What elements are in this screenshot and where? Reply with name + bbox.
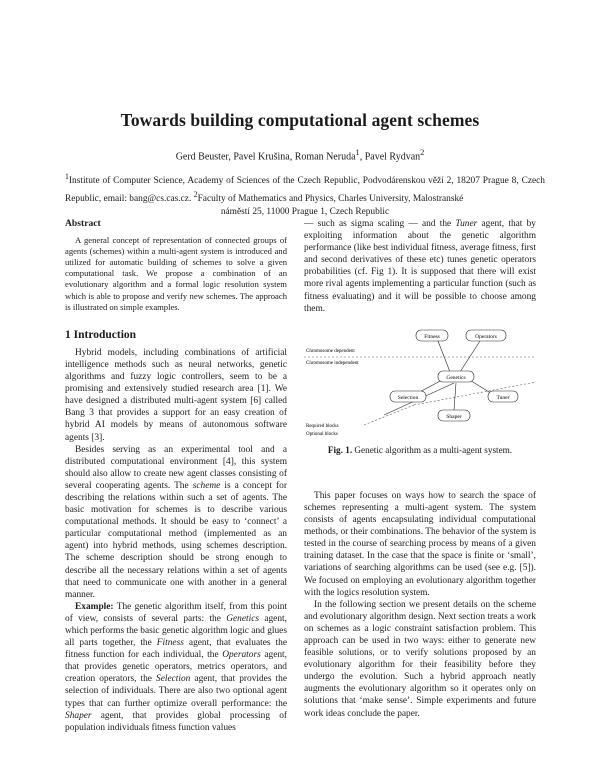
continued-paragraph <box>304 218 536 315</box>
node-fitness: Fitness <box>424 333 440 340</box>
emphasis: Tuner <box>455 219 478 229</box>
author-list <box>0 148 600 162</box>
affiliations <box>65 170 545 219</box>
text-run: agent, which performs the basic genetic algorithm logic and glues all parts together, the <box>65 613 287 649</box>
node-selection: Selection <box>397 394 419 401</box>
emphasis: Shaper <box>65 710 92 721</box>
authors-text-end: , Pavel Rydvan <box>359 151 421 163</box>
emphasis: Fitness <box>156 638 184 649</box>
example-heading: Example: <box>75 601 114 612</box>
text-run: agent, that evaluates the fitness function for each individual, the <box>65 638 287 661</box>
text-run: agent, that provides genetic operators, metrics operators, and creation operators, the <box>65 650 287 685</box>
section-heading-introduction: 1 Introduction <box>65 328 137 341</box>
label-required-blocks: Required blocks <box>306 423 339 429</box>
text-run: agent, that by exploiting information about the genetic algorithm performance (like best individual fitness, average fitness, first and second derivatives of these etc) tunes genetic operators probabilities (cf. Fig 1). It is supposed that there will exist more rival agents implementing a particular function (such as fitness evaluating) and it will be possible to choose among them. <box>304 219 536 314</box>
emphasis: scheme <box>192 480 221 491</box>
text-run: is a concept for describing the relations within such a set of agents. The basic motivation for schemes is to describe various computational methods. It should be easy to ‘connect’ a particular computational method (implemented as an agent) into hybrid methods, using schemes description. The scheme description should be strong enough to describe all the necessary relations within a set of agents that need to communicate one with another in a general manner. <box>65 480 287 600</box>
right-column <box>304 218 536 720</box>
affiliation-superscript: 1 <box>65 172 69 181</box>
figure-caption <box>304 444 536 456</box>
abstract-text: A general concept of representation of connected groups of agents (schemes) within a multi-agent system is introduced and utilized for automatic building of schemes to solve a given computational task. We propose a combination of an evolutionary algorithm and a formal logic resolution system which is able to propose and verify new schemes. The approach is illustrated on simple examples. <box>65 235 287 312</box>
text-run: Besides serving as an experimental tool and a distributed computational environment [4], this system should also allow to create new agent classes consisting of several cooperating agents. The <box>65 444 287 491</box>
left-column <box>65 218 287 734</box>
affiliation-1: Institute of Computer Science, Academy of Sciences of the Czech Republic, Podvodárenskou věží 2, 18207 Prague 8, Czech Republic, email: bang@cs.cas.cz. <box>65 176 545 205</box>
text-run: agent, that provides the selection of individuals. There are also two optional agent types that can further optimize overall performance: the <box>65 674 287 709</box>
text-run: The genetic algorithm itself, from this point of view, consists of several parts: the <box>65 601 287 624</box>
text-run: — such as sigma scaling — and the <box>304 219 456 229</box>
label-chromosome-independent: Chromosome independent <box>306 360 359 366</box>
affiliation-2-address: náměstí 25, 11000 Prague 1, Czech Republic <box>220 207 390 218</box>
figure-1 <box>304 327 536 442</box>
example-paragraph <box>65 601 287 734</box>
label-optional-blocks: Optional blocks <box>306 431 338 437</box>
emphasis: Selection <box>156 674 191 685</box>
right-paragraph-outline: In the following section we present details on the scheme and evolutionary algorithm design. Next section treats a work on schemes as a logic constraint satisfaction problem. This approach can be used in two ways: either to generate new feasible solutions, or to verify solutions proposed by an evolutionary algorithm for their feasibility before they undergo the evolution. Such a hybrid approach neatly augments the evolutionary algorithm so it operates only on solutions that ‘make sense’. Simple experiments and future work ideas conclude the paper. <box>304 599 536 719</box>
affiliation-superscript: 2 <box>193 190 198 200</box>
caption-label: Fig. 1. <box>327 444 353 455</box>
intro-paragraph-2 <box>65 444 287 601</box>
node-tuner: Tuner <box>496 394 510 401</box>
caption-text: Genetic algorithm as a multi-agent system. <box>352 444 513 455</box>
emphasis: Genetics <box>226 613 260 624</box>
edge-fitness-genetics <box>438 341 450 372</box>
paper-title: Towards building computational agent schemes <box>120 110 480 130</box>
node-shaper: Shaper <box>446 413 462 420</box>
author-superscript: 1 <box>355 148 360 157</box>
emphasis: Operators <box>222 650 261 661</box>
authors-text: Gerd Beuster, Pavel Krušina, Roman Neruda <box>175 151 356 163</box>
text-run: agent, that provides global processing of population individuals fitness function values <box>65 710 287 733</box>
abstract-heading: Abstract <box>65 218 101 229</box>
right-paragraph-focus: This paper focuses on ways how to search the space of schemes representing a multi-agent system. The system consists of agents encapsulating individual computational methods, or their combinations. The behavior of the system is tested in the course of searching process by means of a given training dataset. In the case that the space is finite or ‘small’, variations of searching algorithms can be used (see e.g. [5]). We focused on employing an evolutionary algorithm together with the logics resolution system. <box>304 490 536 598</box>
node-operators: Operators <box>475 333 497 340</box>
node-genetics: Genetics <box>446 374 466 381</box>
author-superscript: 2 <box>420 148 425 157</box>
optional-divider <box>364 405 414 425</box>
label-chromosome-dependent: Chromosome dependent <box>306 348 355 354</box>
intro-paragraph-1: Hybrid models, including combinations of artificial intelligence methods such as neural networks, genetic algorithms and fuzzy logic controllers, seem to be a promising and extensively studied research area [1]. We have designed a distributed multi-agent system [6] called Bang 3 that provides a support for an easy creation of hybrid AI models by means of autonomous software agents [3]. <box>65 347 287 443</box>
figure-diagram <box>304 327 536 442</box>
edge-genetics-shaper <box>454 383 456 410</box>
edge-operators-genetics <box>460 341 480 372</box>
affiliation-2: Faculty of Mathematics and Physics, Charles University, Malostranské <box>197 194 464 205</box>
